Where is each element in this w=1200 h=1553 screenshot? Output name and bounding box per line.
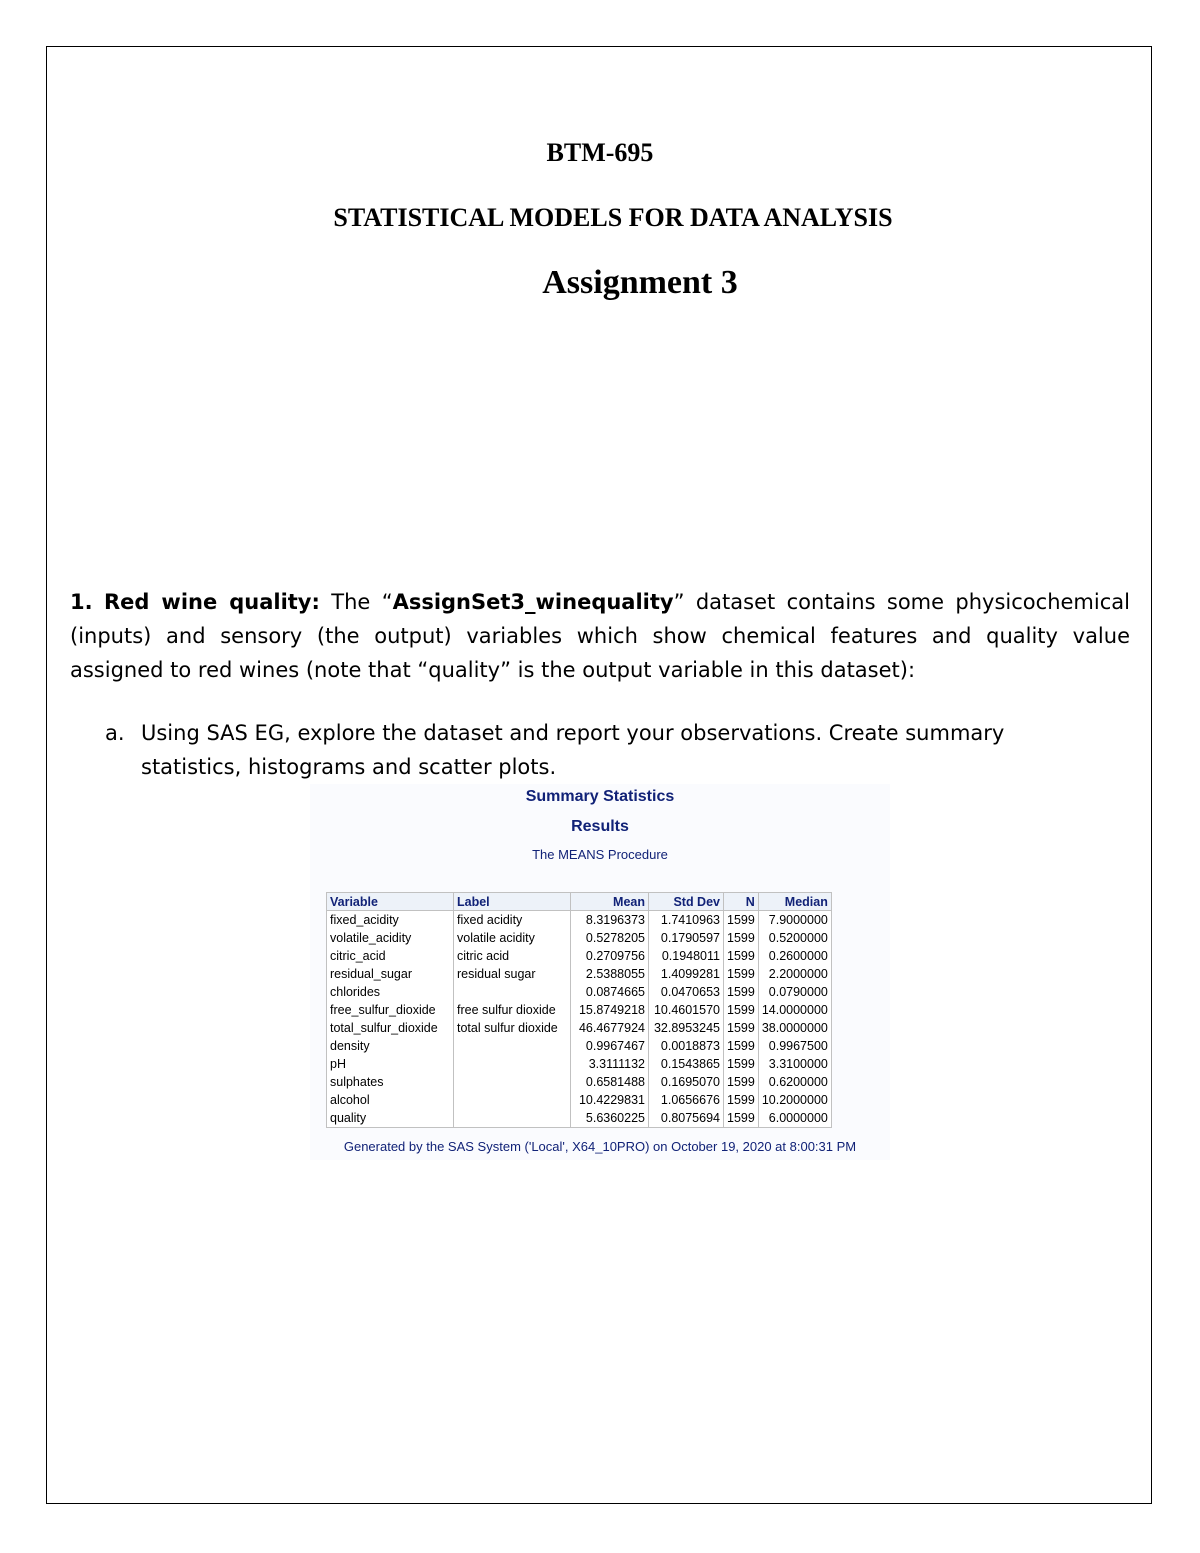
table-row <box>327 911 832 930</box>
cell-variable: total_sulfur_dioxide <box>327 1019 454 1037</box>
column-header-n: N <box>724 893 759 911</box>
cell-variable: pH <box>327 1055 454 1073</box>
cell-median: 38.0000000 <box>758 1019 831 1037</box>
cell-n: 1599 <box>724 1019 759 1037</box>
cell-variable: fixed_acidity <box>327 911 454 930</box>
cell-label <box>454 1091 571 1109</box>
cell-n: 1599 <box>724 983 759 1001</box>
cell-median: 0.9967500 <box>758 1037 831 1055</box>
cell-variable: sulphates <box>327 1073 454 1091</box>
cell-std-dev: 0.0018873 <box>649 1037 724 1055</box>
cell-median: 3.3100000 <box>758 1055 831 1073</box>
cell-label <box>454 1037 571 1055</box>
cell-n: 1599 <box>724 1109 759 1128</box>
cell-label: citric acid <box>454 947 571 965</box>
course-title: STATISTICAL MODELS FOR DATA ANALYSIS <box>333 203 893 232</box>
cell-std-dev: 0.1695070 <box>649 1073 724 1091</box>
sub-item-a <box>105 716 1105 784</box>
column-header-mean: Mean <box>571 893 649 911</box>
cell-label <box>454 983 571 1001</box>
cell-median: 0.2600000 <box>758 947 831 965</box>
cell-mean: 10.4229831 <box>571 1091 649 1109</box>
sub-item-text: Using SAS EG, explore the dataset and report your observations. Create summary statistics, histograms and scatter plots. <box>141 721 1005 779</box>
cell-n: 1599 <box>724 947 759 965</box>
cell-std-dev: 1.4099281 <box>649 965 724 983</box>
cell-n: 1599 <box>724 1037 759 1055</box>
cell-n: 1599 <box>724 1091 759 1109</box>
cell-median: 0.0790000 <box>758 983 831 1001</box>
question-text-after: ” dataset contains some physicochemical (inputs) and sensory (the output) variables which show chemical features and quality value assigned to red wines (note that “quality” is the output variable in this dataset): <box>70 590 1130 682</box>
cell-mean: 8.3196373 <box>571 911 649 930</box>
column-header-std-dev: Std Dev <box>649 893 724 911</box>
table-row <box>327 983 832 1001</box>
column-header-label: Label <box>454 893 571 911</box>
dataset-name: AssignSet3_winequality <box>392 590 674 614</box>
cell-median: 0.6200000 <box>758 1073 831 1091</box>
column-header-variable: Variable <box>327 893 454 911</box>
cell-mean: 0.5278205 <box>571 929 649 947</box>
cell-mean: 5.6360225 <box>571 1109 649 1128</box>
cell-label: residual sugar <box>454 965 571 983</box>
sas-output-screenshot <box>310 784 890 1160</box>
cell-std-dev: 0.0470653 <box>649 983 724 1001</box>
sas-procedure: The MEANS Procedure <box>532 847 668 862</box>
cell-std-dev: 0.1790597 <box>649 929 724 947</box>
cell-label <box>454 1055 571 1073</box>
cell-mean: 3.3111132 <box>571 1055 649 1073</box>
cell-median: 7.9000000 <box>758 911 831 930</box>
sub-item-marker: a. <box>105 721 125 745</box>
table-row <box>327 929 832 947</box>
summary-statistics-table <box>326 892 832 1128</box>
cell-n: 1599 <box>724 911 759 930</box>
cell-mean: 0.6581488 <box>571 1073 649 1091</box>
cell-std-dev: 32.8953245 <box>649 1019 724 1037</box>
cell-label: volatile acidity <box>454 929 571 947</box>
column-header-median: Median <box>758 893 831 911</box>
assignment-title: Assignment 3 <box>542 264 738 301</box>
cell-mean: 0.2709756 <box>571 947 649 965</box>
question-paragraph <box>70 585 1130 687</box>
cell-n: 1599 <box>724 929 759 947</box>
cell-median: 6.0000000 <box>758 1109 831 1128</box>
cell-std-dev: 0.1948011 <box>649 947 724 965</box>
cell-n: 1599 <box>724 1055 759 1073</box>
sas-footnote: Generated by the SAS System ('Local', X64_10PRO) on October 19, 2020 at 8:00:31 PM <box>343 1139 857 1154</box>
course-code: BTM-695 <box>546 138 654 167</box>
cell-std-dev: 10.4601570 <box>649 1001 724 1019</box>
table-row <box>327 965 832 983</box>
cell-std-dev: 0.8075694 <box>649 1109 724 1128</box>
cell-label <box>454 1073 571 1091</box>
cell-median: 2.2000000 <box>758 965 831 983</box>
question-number: 1. <box>70 590 93 614</box>
table-row <box>327 1091 832 1109</box>
cell-median: 10.2000000 <box>758 1091 831 1109</box>
table-row <box>327 947 832 965</box>
cell-std-dev: 1.0656676 <box>649 1091 724 1109</box>
cell-mean: 46.4677924 <box>571 1019 649 1037</box>
table-row <box>327 1073 832 1091</box>
cell-variable: alcohol <box>327 1091 454 1109</box>
cell-n: 1599 <box>724 965 759 983</box>
cell-std-dev: 0.1543865 <box>649 1055 724 1073</box>
question-heading: Red wine quality: <box>103 590 320 614</box>
cell-mean: 0.9967467 <box>571 1037 649 1055</box>
sas-subtitle: Results <box>571 818 629 835</box>
table-row <box>327 1037 832 1055</box>
cell-label: free sulfur dioxide <box>454 1001 571 1019</box>
table-body <box>327 911 832 1128</box>
table-row <box>327 1001 832 1019</box>
table-row <box>327 1055 832 1073</box>
cell-variable: residual_sugar <box>327 965 454 983</box>
cell-variable: chlorides <box>327 983 454 1001</box>
cell-std-dev: 1.7410963 <box>649 911 724 930</box>
cell-mean: 2.5388055 <box>571 965 649 983</box>
cell-n: 1599 <box>724 1073 759 1091</box>
cell-mean: 0.0874665 <box>571 983 649 1001</box>
table-row <box>327 1109 832 1128</box>
sas-title: Summary Statistics <box>525 788 675 805</box>
question-text-before: The “ <box>331 590 393 614</box>
cell-variable: density <box>327 1037 454 1055</box>
cell-variable: free_sulfur_dioxide <box>327 1001 454 1019</box>
cell-label: total sulfur dioxide <box>454 1019 571 1037</box>
cell-variable: volatile_acidity <box>327 929 454 947</box>
cell-label: fixed acidity <box>454 911 571 930</box>
cell-median: 0.5200000 <box>758 929 831 947</box>
table-header-row <box>327 893 832 911</box>
cell-mean: 15.8749218 <box>571 1001 649 1019</box>
table-row <box>327 1019 832 1037</box>
cell-label <box>454 1109 571 1128</box>
cell-median: 14.0000000 <box>758 1001 831 1019</box>
cell-variable: quality <box>327 1109 454 1128</box>
cell-variable: citric_acid <box>327 947 454 965</box>
cell-n: 1599 <box>724 1001 759 1019</box>
